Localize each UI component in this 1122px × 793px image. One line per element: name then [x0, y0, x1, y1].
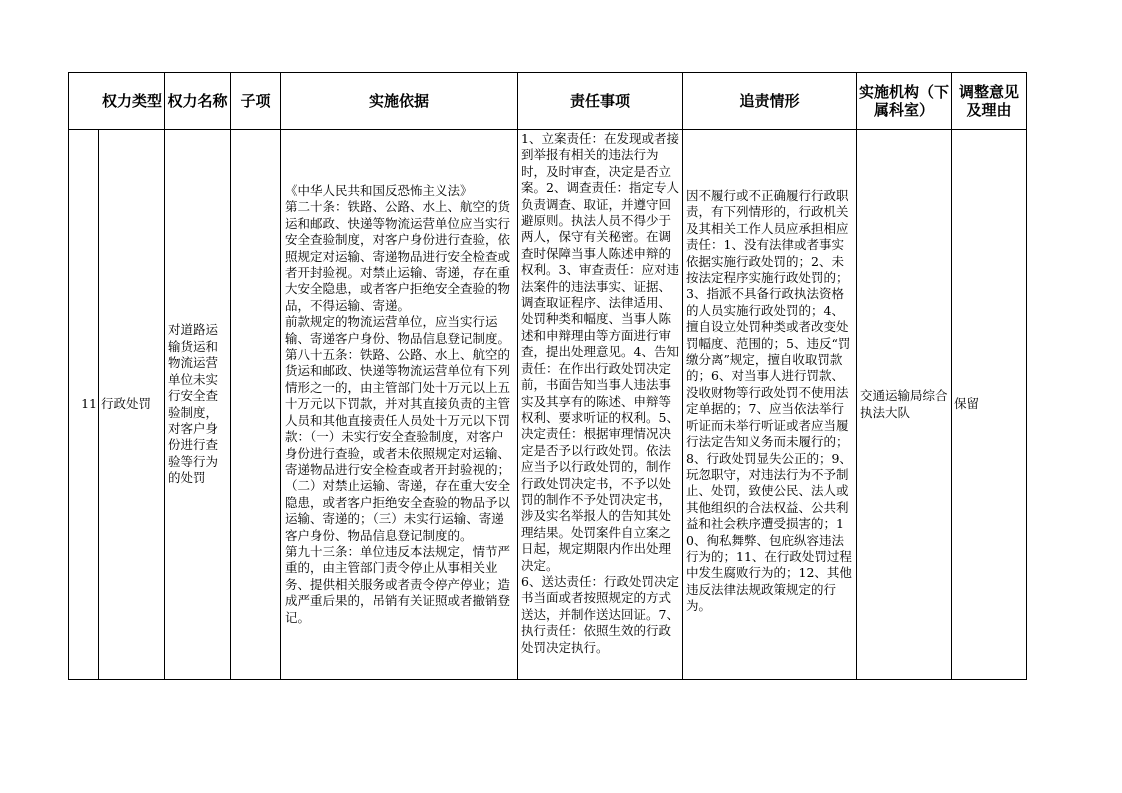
header-power-type: 权力类型: [69, 73, 165, 130]
header-power-name: 权力名称: [165, 73, 231, 130]
header-accountability: 追责情形: [683, 73, 857, 130]
row-accountability-cell: [683, 130, 857, 680]
header-org: 实施机构（下属科室）: [857, 73, 952, 130]
power-list-sheet: [68, 72, 1026, 678]
row-power-type: 行政处罚: [99, 130, 165, 680]
header-basis: 实施依据: [281, 73, 518, 130]
row-basis: 《中华人民共和国反恐怖主义法》 第二十条：铁路、公路、水上、航空的货运和邮政、快递等物流运营单位应当实行安全查验制度，对客户身份进行查验，依照规定对运输、寄递物品进行安全检查或者开封验视。对禁止运输、寄递，存在重大安全隐患，或者客户拒绝安全查验的物品，不得运输、寄递。 前款规定的物流运营单位，应当实行运输、寄递客户身份、物品信息登记制度。 第八十五条：铁路、公路、水上、航空的货运和邮政、快递等物流运营单位有下列情形之一的，由主管部门处十万元以上五十万元以下罚款，并对其直接负责的主管人员和其他直接责任人员处十万元以下罚款：（一）未实行安全查验制度，对客户身份进行查验，或者未依照规定对运输、寄递物品进行安全检查或者开封验视的；（二）对禁止运输、寄递，存在重大安全隐患，或者客户拒绝安全查验的物品予以运输、寄递的；（三）未实行运输、寄递客户身份、物品信息登记制度的。 第九十三条：单位违反本法规定，情节严重的，由主管部门责令停止从事相关业务、提供相关服务或者责令停产停业；造成严重后果的，吊销有关证照或者撤销登记。: [281, 130, 518, 680]
row-duty: 1、立案责任：在发现或者接到举报有相关的违法行为时，及时审查，决定是否立案。2、调查责任：指定专人负责调查、取证，并遵守回避原则。执法人员不得少于两人，保守有关秘密。在调查时保障当事人陈述申辩的权利。3、审查责任：应对违法案件的违法事实、证据、调查取证程序、法律适用、处罚种类和幅度、当事人陈述和申辩理由等方面进行审查，提出处理意见。4、告知责任：在作出行政处罚决定前，书面告知当事人违法事实及其享有的陈述、申辩等权利、要求听证的权利。5、决定责任：根据审理情况决定是否予以行政处罚。依法应当予以行政处罚的，制作行政处罚决定书，不予以处罚的制作不予处罚决定书，涉及实名举报人的告知其处理结果。处罚案件自立案之日起，规定期限内作出处理决定。 6、送达责任：行政处罚决定书当面或者按照规定的方式送达，并制作送达回证。7、执行责任：依照生效的行政处罚决定执行。: [521, 131, 679, 655]
table-row: [69, 130, 1027, 680]
header-duty: 责任事项: [518, 73, 683, 130]
row-duty-cell: [518, 130, 683, 680]
row-accountability: 因不履行或不正确履行行政职责，有下列情形的，行政机关及其相关工作人员应承担相应责任：1、没有法律或者事实依据实施行政处罚的；2、未按法定程序实施行政处罚的；3、指派不具备行政执法资格的人员实施行政处罚的；4、擅自设立处罚种类或者改变处罚幅度、范围的；5、违反“罚缴分离”规定，擅自收取罚款的；6、对当事人进行罚款、没收财物等行政处罚不使用法定单据的；7、应当依法举行听证而未举行听证或者应当履行法定告知义务而未履行的；8、行政处罚显失公正的；9、玩忽职守，对违法行为不予制止、处罚，致使公民、法人或其他组织的合法权益、公共利益和社会秩序遭受损害的；10、徇私舞弊、包庇纵容违法行为的；11、在行政处罚过程中发生腐败行为的；12、其他违反法律法规政策规定的行为。: [686, 188, 852, 614]
row-opinion: 保留: [952, 130, 1027, 680]
header-sub-item: 子项: [231, 73, 281, 130]
table-header: [69, 73, 1027, 130]
header-opinion: 调整意见及理由: [952, 73, 1027, 130]
row-index: 11: [69, 130, 99, 680]
row-power-name: 对道路运输货运和物流运营单位未实行安全查验制度，对客户身份进行查验等行为的处罚: [165, 130, 231, 680]
power-list-table: [68, 72, 1027, 680]
row-org: 交通运输局综合执法大队: [857, 130, 952, 680]
row-sub-item: [231, 130, 281, 680]
